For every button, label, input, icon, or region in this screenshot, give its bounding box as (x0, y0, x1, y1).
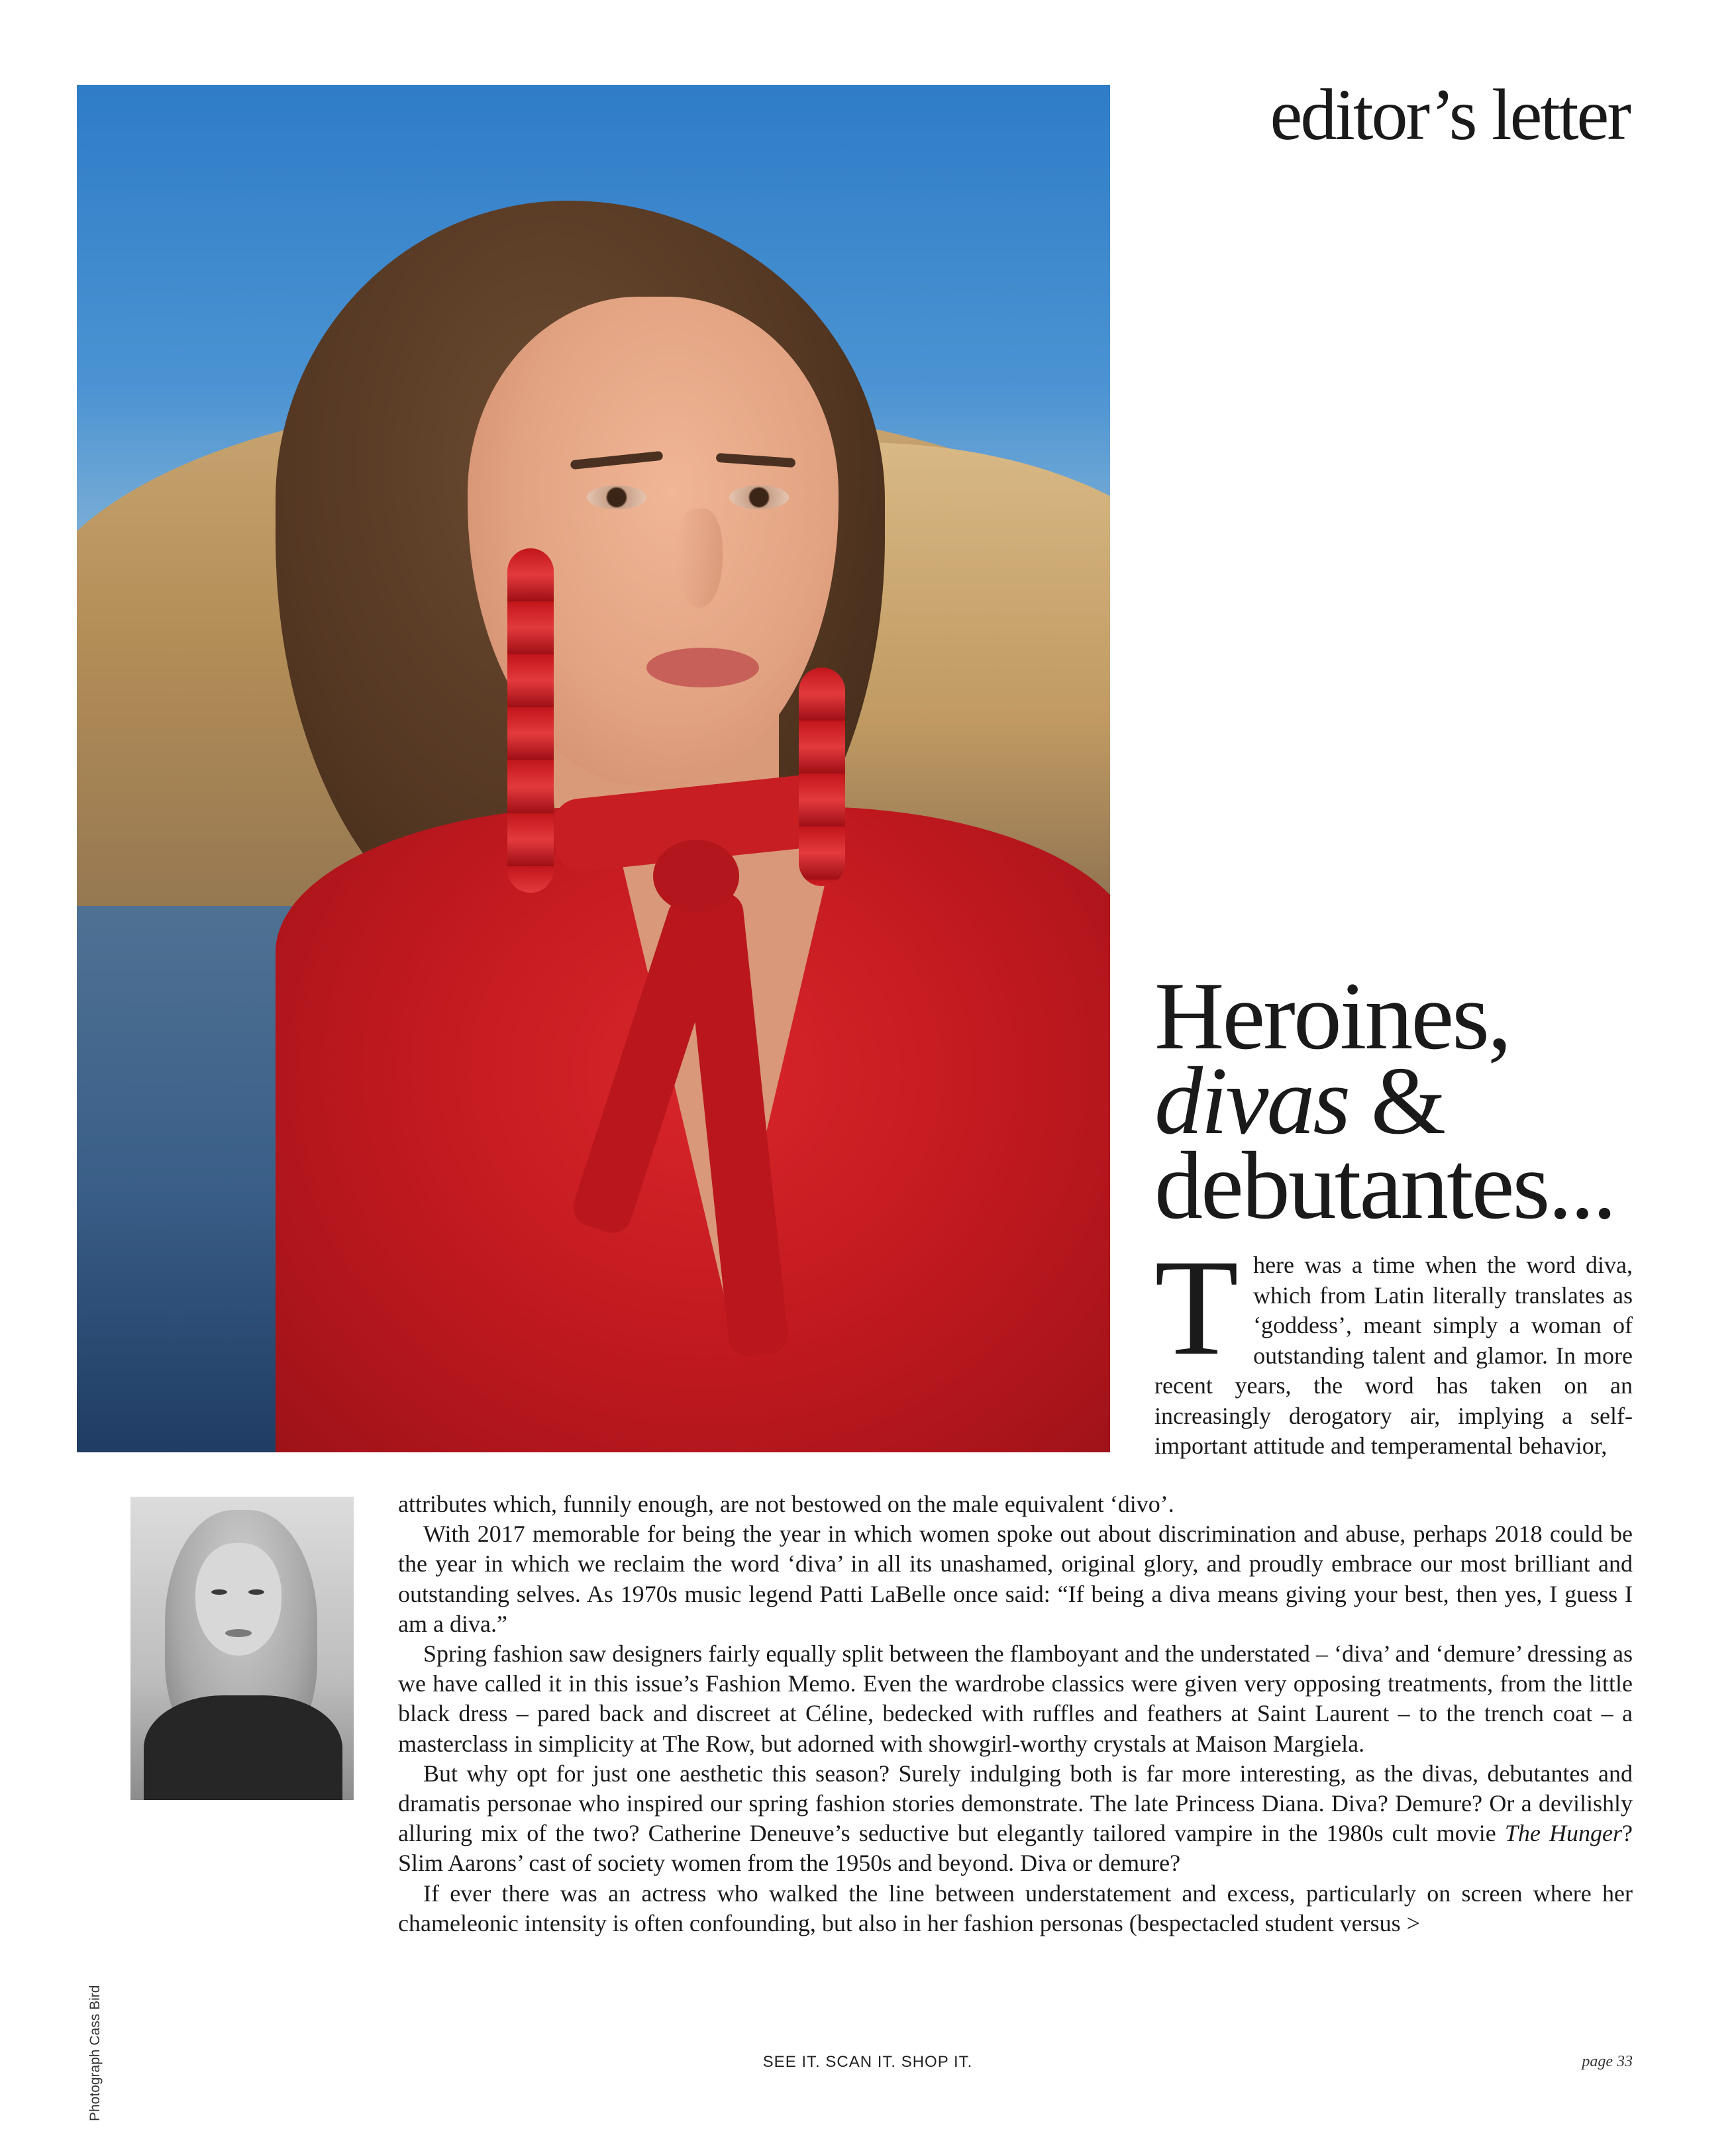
body-copy (398, 1489, 1633, 1938)
headline (1154, 962, 1658, 1239)
intro-text: here was a time when the word diva, which from Latin literally translates as ‘goddess’, meant simply a woman of outstanding talent and glamor. In more recent years, the word has taken on an increasingly derogatory air, implying a self-important attitude and temperamental behavior, (1154, 1252, 1633, 1459)
portrait-face (195, 1543, 281, 1656)
portrait-eye-left (211, 1589, 227, 1595)
photo-earring-right (799, 668, 845, 886)
footer-tagline: SEE IT. SCAN IT. SHOP IT. (762, 2053, 973, 2071)
cover-photograph (77, 85, 1110, 1452)
body-paragraph-3 (398, 1759, 1633, 1879)
photo-credit: Photograph Cass Bird (87, 1985, 103, 2121)
headline-line-1: Heroines, (1154, 962, 1510, 1070)
headline-line-3: debutantes... (1154, 1132, 1615, 1239)
portrait-eye-right (248, 1589, 264, 1595)
body-paragraph-4: If ever there was an actress who walked the line between understatement and excess, particularly on screen where her chameleonic intensity is often confounding, but also in her fashion personas (bespectacled student versus > (398, 1879, 1633, 1936)
photo-earring-left (507, 548, 554, 893)
portrait-lips (225, 1629, 252, 1637)
photo-credit-wrap (87, 1976, 107, 2121)
section-title: editor’s letter (1270, 74, 1629, 155)
headline-italic-word: divas (1154, 1047, 1349, 1154)
body-paragraph-3-a: But why opt for just one aesthetic this season? Surely indulging both is far more interesting, as the divas, debutantes and dramatis personae who inspired our spring fashion stories demonstrate. The late Princess Diana. Diva? Demure? Or a devilishly alluring mix of the two? Catherine Deneuve’s seductive but elegantly tailored vampire in the 1980s cult movie (398, 1760, 1633, 1847)
body-paragraph-1: With 2017 memorable for being the year in which women spoke out about discrimination and abuse, perhaps 2018 could be the year in which we reclaim the word ‘diva’ in all its unashamed, original glory, and proudly embrace our most brilliant and outstanding selves. As 1970s music legend Patti LaBelle once said: “If being a diva means giving your best, then yes, I guess I am a diva.” (398, 1521, 1633, 1637)
editor-portrait (130, 1497, 354, 1800)
intro-paragraph (1154, 1231, 1633, 1462)
page-number: page 33 (1582, 2053, 1633, 2070)
photo-bow (653, 840, 739, 913)
photo-lips (646, 648, 759, 687)
body-paragraph-continuation: attributes which, funnily enough, are not bestowed on the male equivalent ‘divo’. (398, 1491, 1174, 1517)
drop-cap: T (1154, 1231, 1239, 1383)
photo-eye-left (587, 485, 646, 509)
film-title: The Hunger (1504, 1820, 1623, 1847)
body-paragraph-3-b: ? Slim Aarons’ cast of society women from the 1950s and beyond. Diva or demure? (398, 1820, 1633, 1877)
body-paragraph-2: Spring fashion saw designers fairly equally split between the flamboyant and the understated – ‘diva’ and ‘demure’ dressing as we have called it in this issue’s Fashion Memo. Even the wardrobe classics were given very opposing treatments, from the little black dress – pared back and discreet at Céline, bedecked with ruffles and feathers at Saint Laurent – to the trench coat – a masterclass in simplicity at The Row, but adorned with showgirl-worthy crystals at Maison Margiela. (398, 1640, 1633, 1757)
photo-nose (676, 509, 723, 608)
headline-ampersand: & (1349, 1047, 1445, 1154)
photo-eye-right (729, 485, 789, 509)
portrait-dress (144, 1695, 342, 1800)
